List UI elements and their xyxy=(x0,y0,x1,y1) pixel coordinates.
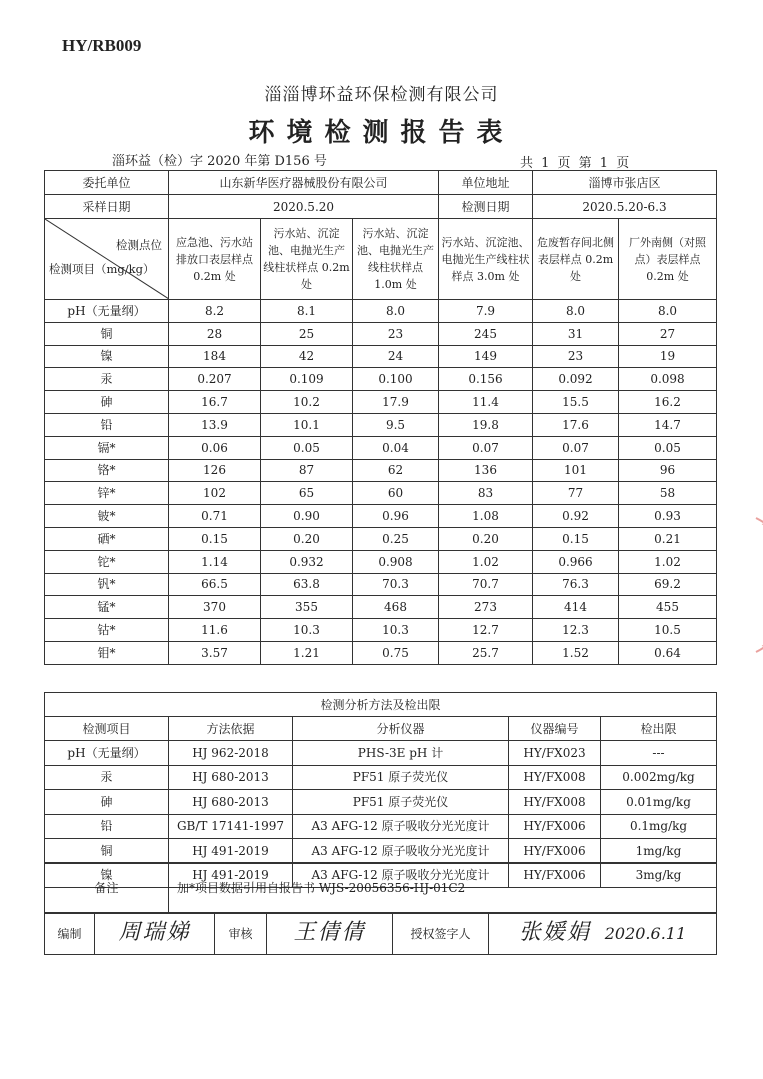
official-seal-fragment xyxy=(716,510,763,660)
result-value: 102 xyxy=(169,482,261,505)
result-value: 17.6 xyxy=(533,413,619,436)
test-date-label: 检测日期 xyxy=(439,195,533,219)
result-value: 10.3 xyxy=(261,619,353,642)
result-value: 15.5 xyxy=(533,391,619,414)
result-value: 96 xyxy=(619,459,717,482)
result-value: 62 xyxy=(353,459,439,482)
result-value: 126 xyxy=(169,459,261,482)
item-name: 镉* xyxy=(45,436,169,459)
result-value: 3.57 xyxy=(169,641,261,664)
instrument-id: HY/FX006 xyxy=(509,839,601,864)
result-value: 87 xyxy=(261,459,353,482)
table-row xyxy=(45,596,717,619)
method-row xyxy=(45,790,717,815)
result-value: 0.20 xyxy=(439,527,533,550)
result-value: 0.93 xyxy=(619,505,717,528)
result-value: 370 xyxy=(169,596,261,619)
instrument-id: HY/FX023 xyxy=(509,741,601,766)
result-value: 83 xyxy=(439,482,533,505)
diagonal-line xyxy=(45,219,169,299)
diagonal-header-point: 检测点位 xyxy=(116,238,162,252)
method-instrument: A3 AFG-12 原子吸收分光光度计 xyxy=(293,814,509,839)
item-name: 锰* xyxy=(45,596,169,619)
method-standard: HJ 962-2018 xyxy=(169,741,293,766)
result-value: 16.2 xyxy=(619,391,717,414)
result-value: 149 xyxy=(439,345,533,368)
result-value: 0.90 xyxy=(261,505,353,528)
table-row xyxy=(45,482,717,505)
item-name: 钴* xyxy=(45,619,169,642)
table-row xyxy=(45,391,717,414)
remark-label: 备注 xyxy=(45,863,169,913)
result-value: 16.7 xyxy=(169,391,261,414)
company-name: 淄淄博环益环保检测有限公司 xyxy=(264,85,499,105)
client-row xyxy=(45,171,717,195)
table-row xyxy=(45,619,717,642)
point-header: 污水站、沉淀池、电抛光生产线柱状样点 1.0m 处 xyxy=(353,219,439,300)
method-standard: HJ 491-2019 xyxy=(169,839,293,864)
approver-name: 张媛娟 xyxy=(518,920,591,945)
method-col-header: 检测项目 xyxy=(45,717,169,741)
method-row xyxy=(45,839,717,864)
result-value: 8.1 xyxy=(261,300,353,323)
item-name: 砷 xyxy=(45,391,169,414)
result-value: 9.5 xyxy=(353,413,439,436)
table-row xyxy=(45,300,717,323)
table-row xyxy=(45,573,717,596)
result-value: 8.0 xyxy=(533,300,619,323)
result-value: 0.098 xyxy=(619,368,717,391)
detection-limit: 0.01mg/kg xyxy=(601,790,717,815)
result-value: 0.75 xyxy=(353,641,439,664)
sample-date-label: 采样日期 xyxy=(45,195,169,219)
method-item: pH（无量纲） xyxy=(45,741,169,766)
method-item: 砷 xyxy=(45,790,169,815)
result-value: 136 xyxy=(439,459,533,482)
result-value: 11.6 xyxy=(169,619,261,642)
instrument-id: HY/FX006 xyxy=(509,814,601,839)
result-value: 184 xyxy=(169,345,261,368)
result-value: 19 xyxy=(619,345,717,368)
result-value: 468 xyxy=(353,596,439,619)
item-name: 汞 xyxy=(45,368,169,391)
reviewer-signature xyxy=(267,914,393,955)
method-section-row xyxy=(45,693,717,717)
method-instrument: A3 AFG-12 原子吸收分光光度计 xyxy=(293,839,509,864)
table-row xyxy=(45,368,717,391)
compiler-name: 周瑞娣 xyxy=(118,920,191,945)
item-name: 钼* xyxy=(45,641,169,664)
detection-limit: --- xyxy=(601,741,717,766)
table-row xyxy=(45,345,717,368)
item-name: 铅 xyxy=(45,413,169,436)
result-value: 0.05 xyxy=(261,436,353,459)
result-value: 0.05 xyxy=(619,436,717,459)
result-value: 60 xyxy=(353,482,439,505)
client-label: 委托单位 xyxy=(45,171,169,195)
page-info: 共 1 页 第 1 页 xyxy=(520,156,630,171)
result-value: 69.2 xyxy=(619,573,717,596)
document-code: HY/RB009 xyxy=(62,36,142,55)
result-value: 0.07 xyxy=(533,436,619,459)
detection-limit: 3mg/kg xyxy=(601,863,717,888)
item-name: 铬* xyxy=(45,459,169,482)
result-value: 63.8 xyxy=(261,573,353,596)
method-instrument: PHS-3E pH 计 xyxy=(293,741,509,766)
result-value: 1.02 xyxy=(439,550,533,573)
address-label: 单位地址 xyxy=(439,171,533,195)
result-value: 1.02 xyxy=(619,550,717,573)
result-value: 23 xyxy=(353,322,439,345)
method-col-header: 分析仪器 xyxy=(293,717,509,741)
method-standard: GB/T 17141-1997 xyxy=(169,814,293,839)
method-item: 铜 xyxy=(45,839,169,864)
table-row xyxy=(45,550,717,573)
compiler-signature xyxy=(95,914,215,955)
result-value: 8.0 xyxy=(353,300,439,323)
signature-date: 2020.6.11 xyxy=(604,924,687,943)
remark-text: 加*项目数据引用自报告书 WJS-20056356-HJ-01C2 xyxy=(169,863,717,913)
point-header: 应急池、污水站排放口表层样点 0.2m 处 xyxy=(169,219,261,300)
reviewer-name: 王倩倩 xyxy=(293,920,366,945)
result-value: 7.9 xyxy=(439,300,533,323)
client-value: 山东新华医疗器械股份有限公司 xyxy=(169,171,439,195)
result-value: 58 xyxy=(619,482,717,505)
method-item: 铅 xyxy=(45,814,169,839)
diagonal-header-item: 检测项目（mg/kg） xyxy=(49,262,155,276)
result-value: 76.3 xyxy=(533,573,619,596)
signature-row xyxy=(45,914,717,955)
method-col-header: 仪器编号 xyxy=(509,717,601,741)
result-value: 12.3 xyxy=(533,619,619,642)
result-value: 11.4 xyxy=(439,391,533,414)
method-instrument: PF51 原子荧光仪 xyxy=(293,765,509,790)
result-value: 77 xyxy=(533,482,619,505)
result-value: 10.2 xyxy=(261,391,353,414)
item-name: 铊* xyxy=(45,550,169,573)
result-value: 12.7 xyxy=(439,619,533,642)
result-value: 0.207 xyxy=(169,368,261,391)
method-row xyxy=(45,765,717,790)
result-value: 245 xyxy=(439,322,533,345)
result-value: 1.08 xyxy=(439,505,533,528)
result-value: 0.156 xyxy=(439,368,533,391)
method-instrument: A3 AFG-12 原子吸收分光光度计 xyxy=(293,863,509,888)
result-value: 0.109 xyxy=(261,368,353,391)
item-name: 镍 xyxy=(45,345,169,368)
compiler-label: 编制 xyxy=(45,914,95,955)
reviewer-label: 审核 xyxy=(215,914,267,955)
signature-table xyxy=(44,913,717,955)
remark-row xyxy=(45,863,717,913)
table-row xyxy=(45,322,717,345)
result-value: 0.04 xyxy=(353,436,439,459)
result-value: 0.96 xyxy=(353,505,439,528)
result-value: 8.2 xyxy=(169,300,261,323)
diagonal-header-cell xyxy=(45,219,169,300)
table-row xyxy=(45,436,717,459)
item-name: 硒* xyxy=(45,527,169,550)
point-header: 污水站、沉淀池、电抛光生产线柱状样点 3.0m 处 xyxy=(439,219,533,300)
test-date-value: 2020.5.20-6.3 xyxy=(533,195,717,219)
method-header-row xyxy=(45,717,717,741)
table-row xyxy=(45,413,717,436)
method-section-title: 检测分析方法及检出限 xyxy=(45,693,717,717)
result-value: 70.7 xyxy=(439,573,533,596)
result-value: 0.966 xyxy=(533,550,619,573)
result-value: 0.20 xyxy=(261,527,353,550)
method-row xyxy=(45,814,717,839)
result-value: 0.15 xyxy=(533,527,619,550)
result-value: 0.908 xyxy=(353,550,439,573)
table-row xyxy=(45,641,717,664)
results-table xyxy=(44,170,717,665)
result-value: 65 xyxy=(261,482,353,505)
result-value: 8.0 xyxy=(619,300,717,323)
result-value: 24 xyxy=(353,345,439,368)
method-col-header: 方法依据 xyxy=(169,717,293,741)
sample-date-value: 2020.5.20 xyxy=(169,195,439,219)
result-value: 455 xyxy=(619,596,717,619)
result-value: 66.5 xyxy=(169,573,261,596)
remark-table xyxy=(44,862,717,913)
point-header: 厂外南侧（对照点）表层样点 0.2m 处 xyxy=(619,219,717,300)
detection-limit: 1mg/kg xyxy=(601,839,717,864)
result-value: 0.07 xyxy=(439,436,533,459)
result-value: 1.14 xyxy=(169,550,261,573)
method-item: 镍 xyxy=(45,863,169,888)
item-name: pH（无量纲） xyxy=(45,300,169,323)
result-value: 14.7 xyxy=(619,413,717,436)
method-item: 汞 xyxy=(45,765,169,790)
result-value: 17.9 xyxy=(353,391,439,414)
result-value: 42 xyxy=(261,345,353,368)
result-value: 0.932 xyxy=(261,550,353,573)
point-header-row xyxy=(45,219,717,300)
approver-label: 授权签字人 xyxy=(393,914,489,955)
result-value: 25.7 xyxy=(439,641,533,664)
method-table xyxy=(44,692,717,888)
approver-signature xyxy=(489,914,717,955)
result-value: 23 xyxy=(533,345,619,368)
result-value: 0.92 xyxy=(533,505,619,528)
result-value: 273 xyxy=(439,596,533,619)
detection-limit: 0.002mg/kg xyxy=(601,765,717,790)
address-value: 淄博市张店区 xyxy=(533,171,717,195)
report-reference-number: 淄环益（检）字 2020 年第 D156 号 xyxy=(112,154,327,169)
method-standard: HJ 680-2013 xyxy=(169,765,293,790)
result-value: 414 xyxy=(533,596,619,619)
result-value: 101 xyxy=(533,459,619,482)
item-name: 锌* xyxy=(45,482,169,505)
result-value: 0.64 xyxy=(619,641,717,664)
detection-limit: 0.1mg/kg xyxy=(601,814,717,839)
table-row xyxy=(45,459,717,482)
date-row xyxy=(45,195,717,219)
result-value: 0.092 xyxy=(533,368,619,391)
table-row xyxy=(45,505,717,528)
instrument-id: HY/FX008 xyxy=(509,790,601,815)
result-value: 1.21 xyxy=(261,641,353,664)
result-value: 31 xyxy=(533,322,619,345)
instrument-id: HY/FX006 xyxy=(509,863,601,888)
instrument-id: HY/FX008 xyxy=(509,765,601,790)
result-value: 0.15 xyxy=(169,527,261,550)
method-standard: HJ 491-2019 xyxy=(169,863,293,888)
result-value: 28 xyxy=(169,322,261,345)
result-value: 25 xyxy=(261,322,353,345)
result-value: 13.9 xyxy=(169,413,261,436)
result-value: 19.8 xyxy=(439,413,533,436)
point-header: 污水站、沉淀池、电抛光生产线柱状样点 0.2m 处 xyxy=(261,219,353,300)
method-row xyxy=(45,741,717,766)
result-value: 70.3 xyxy=(353,573,439,596)
item-name: 铜 xyxy=(45,322,169,345)
item-name: 铍* xyxy=(45,505,169,528)
point-header: 危废暂存间北侧表层样点 0.2m 处 xyxy=(533,219,619,300)
result-value: 27 xyxy=(619,322,717,345)
table-row xyxy=(45,527,717,550)
result-value: 10.3 xyxy=(353,619,439,642)
method-instrument: PF51 原子荧光仪 xyxy=(293,790,509,815)
result-value: 10.1 xyxy=(261,413,353,436)
result-value: 0.06 xyxy=(169,436,261,459)
result-value: 0.71 xyxy=(169,505,261,528)
result-value: 1.52 xyxy=(533,641,619,664)
result-value: 0.21 xyxy=(619,527,717,550)
result-value: 0.100 xyxy=(353,368,439,391)
item-name: 钒* xyxy=(45,573,169,596)
result-value: 0.25 xyxy=(353,527,439,550)
result-value: 10.5 xyxy=(619,619,717,642)
result-value: 355 xyxy=(261,596,353,619)
report-title: 环境检测报告表 xyxy=(248,118,515,148)
method-standard: HJ 680-2013 xyxy=(169,790,293,815)
method-col-header: 检出限 xyxy=(601,717,717,741)
